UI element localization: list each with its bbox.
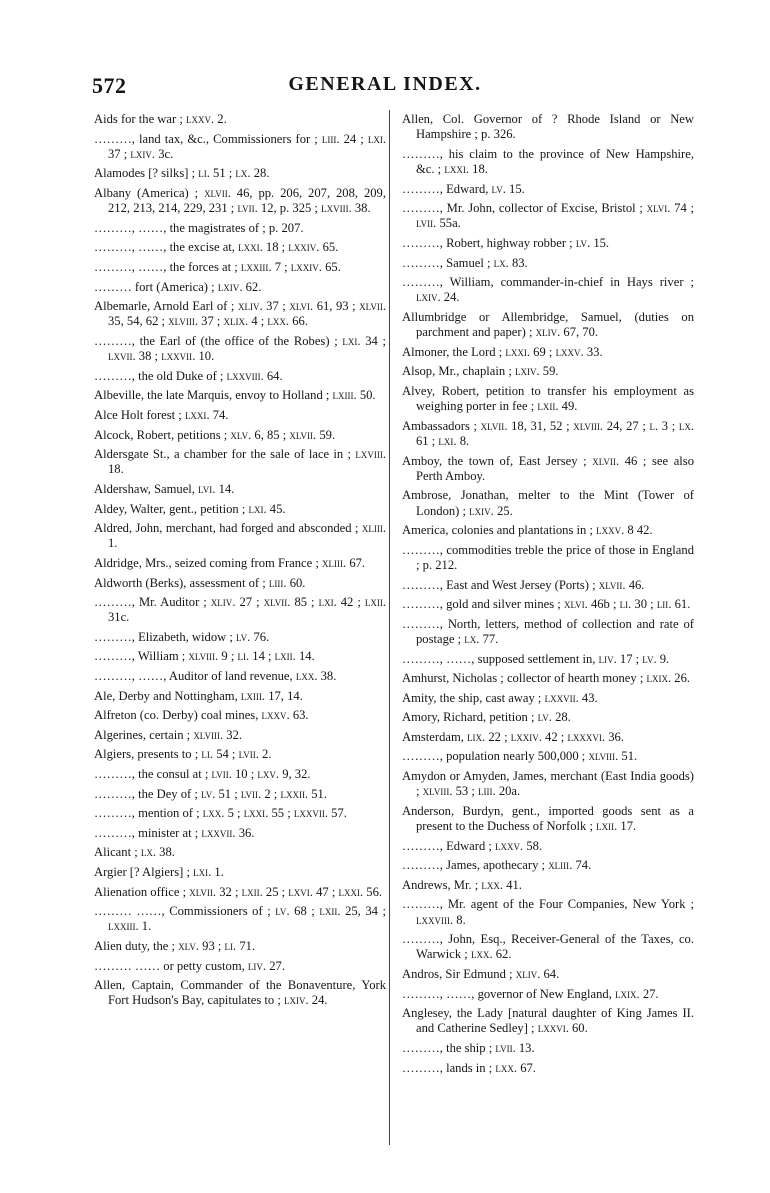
index-entry: Anderson, Burdyn, gent., imported goods sent as a present to the Duchess of Norfolk ; lxii. 17. — [402, 803, 694, 834]
index-entry: ………, ……, the magistrates of ; p. 207. — [94, 220, 304, 235]
index-entry: ………, ……, governor of New England, lxix. 27. — [402, 986, 659, 1001]
index-entry: ………, minister at ; lxxvii. 36. — [94, 825, 255, 840]
index-entry: Alamodes [? silks] ; li. 51 ; lx. 28. — [94, 166, 270, 181]
index-entry: ………, Edward, lv. 15. — [402, 181, 525, 196]
index-entry: Andros, Sir Edmund ; xliv. 64. — [402, 967, 560, 982]
index-entry: Argier [? Algiers] ; lxi. 1. — [94, 865, 224, 880]
index-entry: ……… …… or petty custom, liv. 27. — [94, 958, 285, 973]
index-entry: Ale, Derby and Nottingham, lxiii. 17, 14. — [94, 688, 303, 703]
index-entry: ……… fort (America) ; lxiv. 62. — [94, 279, 262, 294]
index-entry: ………, Edward ; lxxv. 58. — [402, 838, 543, 853]
index-entry: ………, ……, the excise at, lxxi. 18 ; lxxiv. 65. — [94, 240, 339, 255]
index-entry: Algerines, certain ; xlviii. 32. — [94, 727, 243, 742]
index-entry: ………, land tax, &c., Commissioners for ; liii. 24 ; lxi. 37 ; lxiv. 3c. — [94, 131, 387, 161]
index-entry: Albany (America) ; xlvii. 46, pp. 206, 207, 208, 209, 212, 213, 214, 229, 231 ; lvii. 12, p. 325 ; lxviii. 38. — [94, 185, 386, 216]
index-entry: Amsterdam, lix. 22 ; lxxiv. 42 ; lxxxvi. 36. — [402, 729, 624, 744]
index-entry: Ambassadors ; xlvii. 18, 31, 52 ; xlviii. 24, 27 ; l. 3 ; lx. 61 ; lxi. 8. — [402, 418, 695, 448]
index-entry: ………, population nearly 500,000 ; xlviii. 51. — [402, 749, 638, 764]
index-entry: Amory, Richard, petition ; lv. 28. — [402, 710, 571, 725]
index-entry: ………, the ship ; lvii. 13. — [402, 1041, 535, 1056]
index-entry: Algiers, presents to ; li. 54 ; lvii. 2. — [94, 747, 272, 762]
index-entry: Aldridge, Mrs., seized coming from France ; xliii. 67. — [94, 555, 366, 570]
index-entry: Aldersgate St., a chamber for the sale of lace in ; lxviii. 18. — [94, 447, 386, 477]
index-entry: ………, ……, the forces at ; lxxiii. 7 ; lxxiv. 65. — [94, 259, 341, 274]
index-entry: ………, Elizabeth, widow ; lv. 76. — [94, 629, 270, 644]
page-header — [0, 73, 770, 105]
index-entry: Alienation office ; xlvii. 32 ; lxii. 25 ; lxvi. 47 ; lxxi. 56. — [94, 884, 383, 899]
index-entry: Albeville, the late Marquis, envoy to Holland ; lxiii. 50. — [94, 388, 376, 403]
index-entry: Alvey, Robert, petition to transfer his employment as weighing porter in fee ; lxii. 49. — [402, 383, 694, 414]
index-entry: Aldred, John, merchant, had forged and absconded ; xliii. 1. — [94, 521, 386, 551]
index-entry: Allumbridge or Allembridge, Samuel, (duties on parchment and paper) ; xliv. 67, 70. — [402, 309, 694, 340]
index-entry: ………, gold and silver mines ; xlvi. 46b ; li. 30 ; lii. 61. — [402, 597, 691, 612]
index-entry: ………, James, apothecary ; xliii. 74. — [402, 858, 592, 873]
index-entry: Alcock, Robert, petitions ; xlv. 6, 85 ; xlvii. 59. — [94, 427, 336, 442]
index-entry: Albemarle, Arnold Earl of ; xliv. 37 ; xlvi. 61, 93 ; xlvii. 35, 54, 62 ; xlviii. 37 ; xlix. 4 ; lxx. 66. — [94, 299, 386, 329]
index-entry: ………, the old Duke of ; lxxviii. 64. — [94, 368, 283, 383]
index-entry: Almoner, the Lord ; lxxi. 69 ; lxxv. 33. — [402, 344, 603, 359]
index-entry: Aldershaw, Samuel, lvi. 14. — [94, 481, 235, 496]
index-entry: America, colonies and plantations in ; lxxv. 8 42. — [402, 523, 653, 538]
index-entry: ………, ……, supposed settlement in, liv. 17 ; lv. 9. — [402, 651, 670, 666]
index-entry: ………, mention of ; lxx. 5 ; lxxi. 55 ; lxxvii. 57. — [94, 806, 347, 821]
index-entry: ………, Mr. John, collector of Excise, Bristol ; xlvi. 74 ; lvii. 55a. — [402, 201, 695, 231]
right-column — [402, 112, 694, 1080]
index-entry: ………, William, commander-in-chief in Hays river ; lxiv. 24. — [402, 275, 694, 305]
index-entry: ………, Mr. agent of the Four Companies, New York ; lxxviii. 8. — [402, 897, 694, 927]
index-entry: ………, Samuel ; lx. 83. — [402, 255, 528, 270]
index-entry: Aldworth (Berks), assessment of ; liii. 60. — [94, 575, 306, 590]
index-entry: ………, the Earl of (the office of the Robes) ; lxi. 34 ; lxvii. 38 ; lxxvii. 10. — [94, 333, 386, 364]
page-number: 572 — [92, 73, 127, 98]
index-entry: ………, Mr. Auditor ; xliv. 27 ; xlvii. 85 ; lxi. 42 ; lxii. 31c. — [94, 595, 387, 625]
index-entry: Ambrose, Jonathan, melter to the Mint (Tower of London) ; lxiv. 25. — [402, 488, 694, 518]
index-entry: Alfreton (co. Derby) coal mines, lxxv. 63. — [94, 708, 309, 723]
index-entry: Allen, Captain, Commander of the Bonaventure, York Fort Hudson's Bay, capitulates to ; lxiv. 24. — [94, 978, 386, 1008]
index-entry: Allen, Col. Governor of ? Rhode Island or New Hampshire ; p. 326. — [402, 112, 694, 142]
index-entry: Amhurst, Nicholas ; collector of hearth money ; lxix. 26. — [402, 671, 691, 686]
index-entry: ………, North, letters, method of collection and rate of postage ; lx. 77. — [402, 616, 694, 646]
index-entry: Aldey, Walter, gent., petition ; lxi. 45. — [94, 501, 286, 516]
index-entry: ………, ……, Auditor of land revenue, lxx. 38. — [94, 669, 337, 684]
index-entry: ……… ……, Commissioners of ; lv. 68 ; lxii. 25, 34 ; lxxiii. 1. — [94, 904, 387, 934]
left-column — [94, 112, 386, 1013]
index-entry: Amboy, the town of, East Jersey ; xlvii. 46 ; see also Perth Amboy. — [402, 453, 694, 483]
index-entry: ………, William ; xlviii. 9 ; li. 14 ; lxii. 14. — [94, 649, 315, 664]
index-entry: Alsop, Mr., chaplain ; lxiv. 59. — [402, 364, 559, 379]
column-divider — [389, 110, 390, 1145]
index-entry: ………, the Dey of ; lv. 51 ; lvii. 2 ; lxxii. 51. — [94, 786, 327, 801]
index-entry: Andrews, Mr. ; lxx. 41. — [402, 877, 522, 892]
index-entry: Alien duty, the ; xlv. 93 ; li. 71. — [94, 939, 256, 953]
running-head: GENERAL INDEX. — [288, 73, 482, 95]
index-entry: Aids for the war ; lxxv. 2. — [94, 112, 227, 126]
index-entry: Amity, the ship, cast away ; lxxvii. 43. — [402, 690, 598, 705]
index-entry: Alicant ; lx. 38. — [94, 845, 175, 860]
index-entry: Amydon or Amyden, James, merchant (East India goods) ; xlviii. 53 ; liii. 20a. — [402, 769, 694, 799]
index-entry: ………, his claim to the province of New Hampshire, &c. ; lxxi. 18. — [402, 146, 694, 176]
index-entry: ………, commodities treble the price of those in England ; p. 212. — [402, 542, 694, 572]
index-entry: ………, lands in ; lxx. 67. — [402, 1060, 536, 1075]
index-entry: ………, Robert, highway robber ; lv. 15. — [402, 235, 610, 250]
index-entry: ………, East and West Jersey (Ports) ; xlvii. 46. — [402, 577, 645, 592]
index-entry: ………, John, Esq., Receiver-General of the Taxes, co. Warwick ; lxx. 62. — [402, 932, 694, 962]
index-entry: ………, the consul at ; lvii. 10 ; lxv. 9, 32. — [94, 767, 311, 782]
index-entry: Alce Holt forest ; lxxi. 74. — [94, 407, 229, 422]
index-entry: Anglesey, the Lady [natural daughter of King James II. and Catherine Sedley] ; lxxvi. 60. — [402, 1006, 694, 1036]
